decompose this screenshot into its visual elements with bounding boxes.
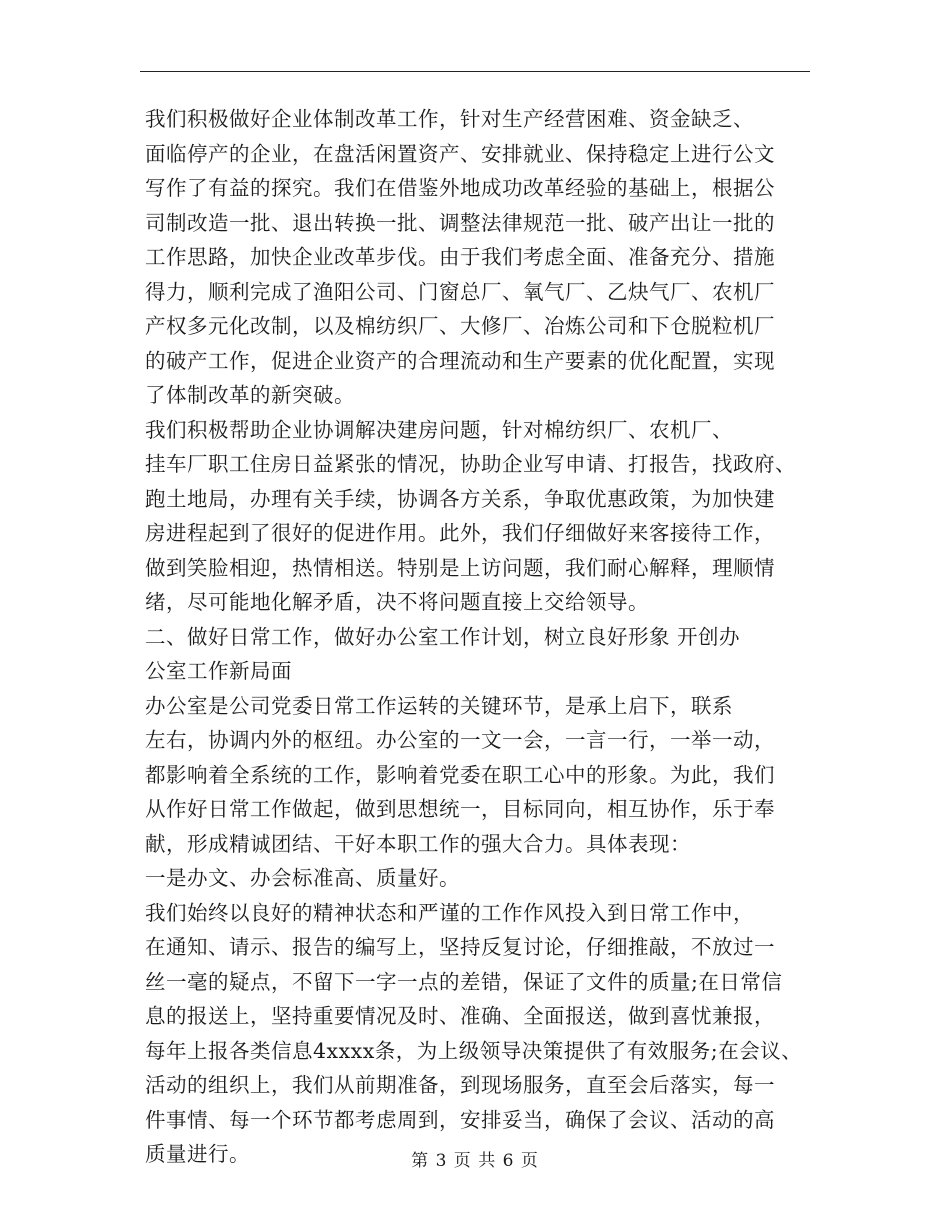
text-line: 面临停产的企业，在盘活闲置资产、安排就业、保持稳定上进行公文 <box>145 141 775 166</box>
text-line: 跑土地局，办理有关手续，协调各方关系，争取优惠政策，为加快建 <box>145 486 775 511</box>
text-line: 的破产工作，促进企业资产的合理流动和生产要素的优化配置，实现 <box>145 348 775 373</box>
page-number: 第 3 页 共 6 页 <box>411 1151 539 1171</box>
text-line: 在通知、请示、报告的编写上，坚持反复讨论，仔细推敲，不放过一 <box>145 935 775 959</box>
text-line: 都影响着全系统的工作，影响着党委在职工心中的形象。为此，我们 <box>145 762 775 787</box>
text-line: 我们始终以良好的精神状态和严谨的工作作风投入到日常工作中， <box>145 900 754 925</box>
text-line: 息的报送上，坚持重要情况及时、准确、全面报送，做到喜忧兼报， <box>145 1004 775 1028</box>
text-line: 房进程起到了很好的促进作用。此外，我们仔细做好来客接待工作， <box>145 521 775 545</box>
text-line: 献，形成精诚团结、干好本职工作的强大合力。具体表现： <box>145 831 691 856</box>
subheading-line: 一是办文、办会标准高、质量好。 <box>145 866 460 890</box>
text-line: 得力，顺利完成了渔阳公司、门窗总厂、氧气厂、乙炔气厂、农机厂 <box>145 279 775 304</box>
section-heading-line: 公室工作新局面 <box>145 659 292 683</box>
text-line: 从作好日常工作做起，做到思想统一，目标同向，相互协作，乐于奉 <box>145 797 775 821</box>
text-line: 丝一毫的疑点，不留下一字一点的差错，保证了文件的质量;在日常信 <box>145 969 783 994</box>
text-line: 每年上报各类信息4xxxx条，为上级领导决策提供了有效服务;在会议、 <box>145 1038 803 1063</box>
text-line: 工作思路，加快企业改革步伐。由于我们考虑全面、准备充分、措施 <box>145 245 775 269</box>
text-line: 我们积极帮助企业协调解决建房问题，针对棉纺织厂、农机厂、 <box>145 417 733 442</box>
text-line: 件事情、每一个环节都考虑周到，安排妥当，确保了会议、活动的高 <box>145 1107 775 1132</box>
text-line: 我们积极做好企业体制改革工作，针对生产经营困难、资金缺乏、 <box>145 107 754 131</box>
text-line: 绪，尽可能地化解矛盾，决不将问题直接上交给领导。 <box>145 590 649 614</box>
text-line: 司制改造一批、退出转换一批、调整法律规范一批、破产出让一批的 <box>145 210 775 235</box>
text-line: 做到笑脸相迎，热情相送。特别是上访问题，我们耐心解释，理顺情 <box>145 555 775 580</box>
section-heading-line: 二、做好日常工作，做好办公室工作计划，树立良好形象 开创办 <box>145 624 741 649</box>
text-line: 质量进行。 <box>145 1142 250 1166</box>
text-line: 写作了有益的探究。我们在借鉴外地成功改革经验的基础上，根据公 <box>145 176 775 200</box>
document-body <box>145 102 815 1172</box>
text-line: 活动的组织上，我们从前期准备，到现场服务，直至会后落实，每一 <box>145 1073 775 1097</box>
text-line: 办公室是公司党委日常工作运转的关键环节，是承上启下，联系 <box>145 693 733 718</box>
text-line: 产权多元化改制，以及棉纺织厂、大修厂、冶炼公司和下仓脱粒机厂 <box>145 314 775 338</box>
text-line: 挂车厂职工住房日益紧张的情况，协助企业写申请、打报告，找政府、 <box>145 452 796 476</box>
text-line: 左右，协调内外的枢纽。办公室的一文一会，一言一行，一举一动， <box>145 728 775 752</box>
header-divider <box>140 71 810 72</box>
text-line: 了体制改革的新突破。 <box>145 383 355 407</box>
